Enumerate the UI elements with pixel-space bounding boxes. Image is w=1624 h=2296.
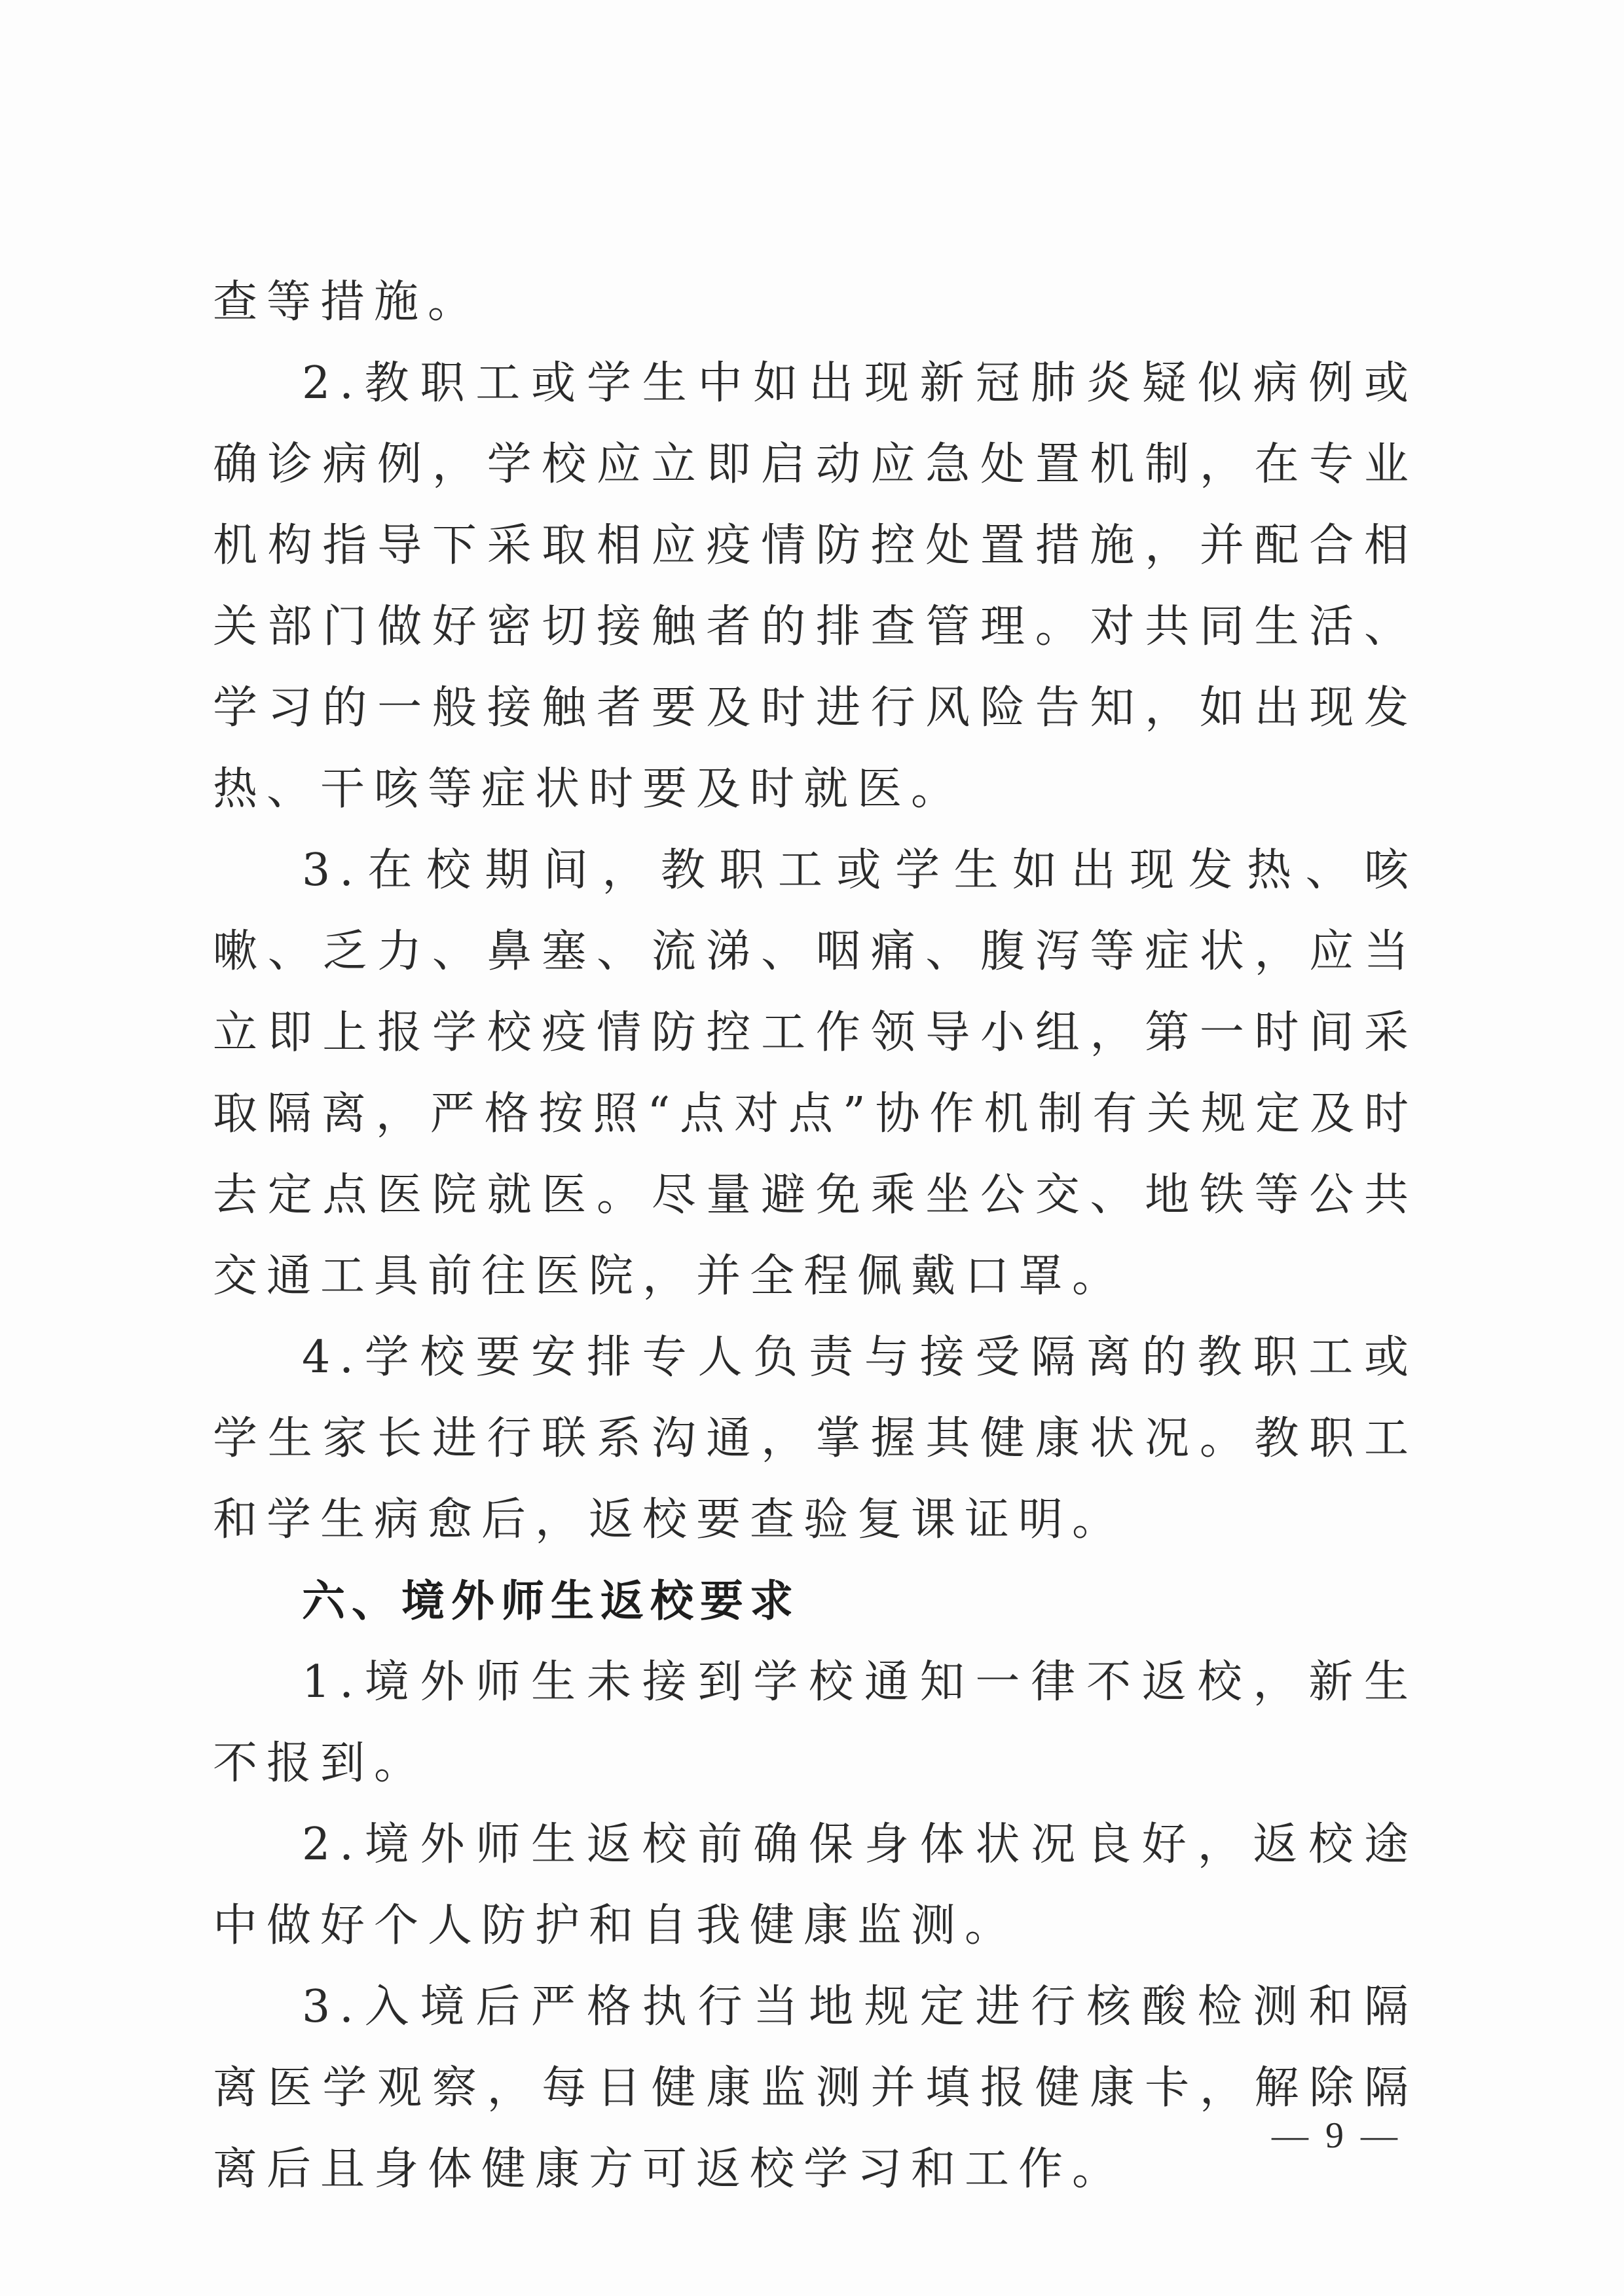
paragraph-item-3-symptoms-reporting: 3.在校期间，教职工或学生如出现发热、咳嗽、乏力、鼻塞、流涕、咽痛、腹泻等症状，应当立即上报学校疫情防控工作领导小组，第一时间采取隔离，严格按照“点对点”协作机制有关规定及时去定点医院就医。尽量避免乘坐公交、地铁等公共交通工具前往医院，并全程佩戴口罩。 xyxy=(213,845,1418,1302)
paragraph-overseas-item-3: 3.入境后严格执行当地规定进行核酸检测和隔离医学观察，每日健康监测并填报健康卡，解除隔离后且身体健康方可返校学习和工作。 xyxy=(213,1981,1418,2195)
page-number: — 9 — xyxy=(1272,2115,1401,2156)
section-heading-overseas-return: 六、境外师生返校要求 xyxy=(302,1576,800,1626)
paragraph-item-4-communication: 4.学校要安排专人负责与接受隔离的教职工或学生家长进行联系沟通，掌握其健康状况。教职工和学生病愈后，返校要查验复课证明。 xyxy=(213,1332,1418,1546)
paragraph-overseas-item-2: 2.境外师生返校前确保身体状况良好，返校途中做好个人防护和自我健康监测。 xyxy=(213,1819,1418,1952)
paragraph-item-2-suspected-cases: 2.教职工或学生中如出现新冠肺炎疑似病例或确诊病例，学校应立即启动应急处置机制，在专业机构指导下采取相应疫情防控处置措施，并配合相关部门做好密切接触者的排查管理。对共同生活、学习的一般接触者要及时进行风险告知，如出现发热、干咳等症状时要及时就医。 xyxy=(213,357,1418,815)
paragraph-overseas-item-1: 1.境外师生未接到学校通知一律不返校，新生不报到。 xyxy=(213,1656,1418,1789)
paragraph-continued-measures: 查等措施。 xyxy=(213,276,482,328)
document-body xyxy=(213,262,1418,2210)
